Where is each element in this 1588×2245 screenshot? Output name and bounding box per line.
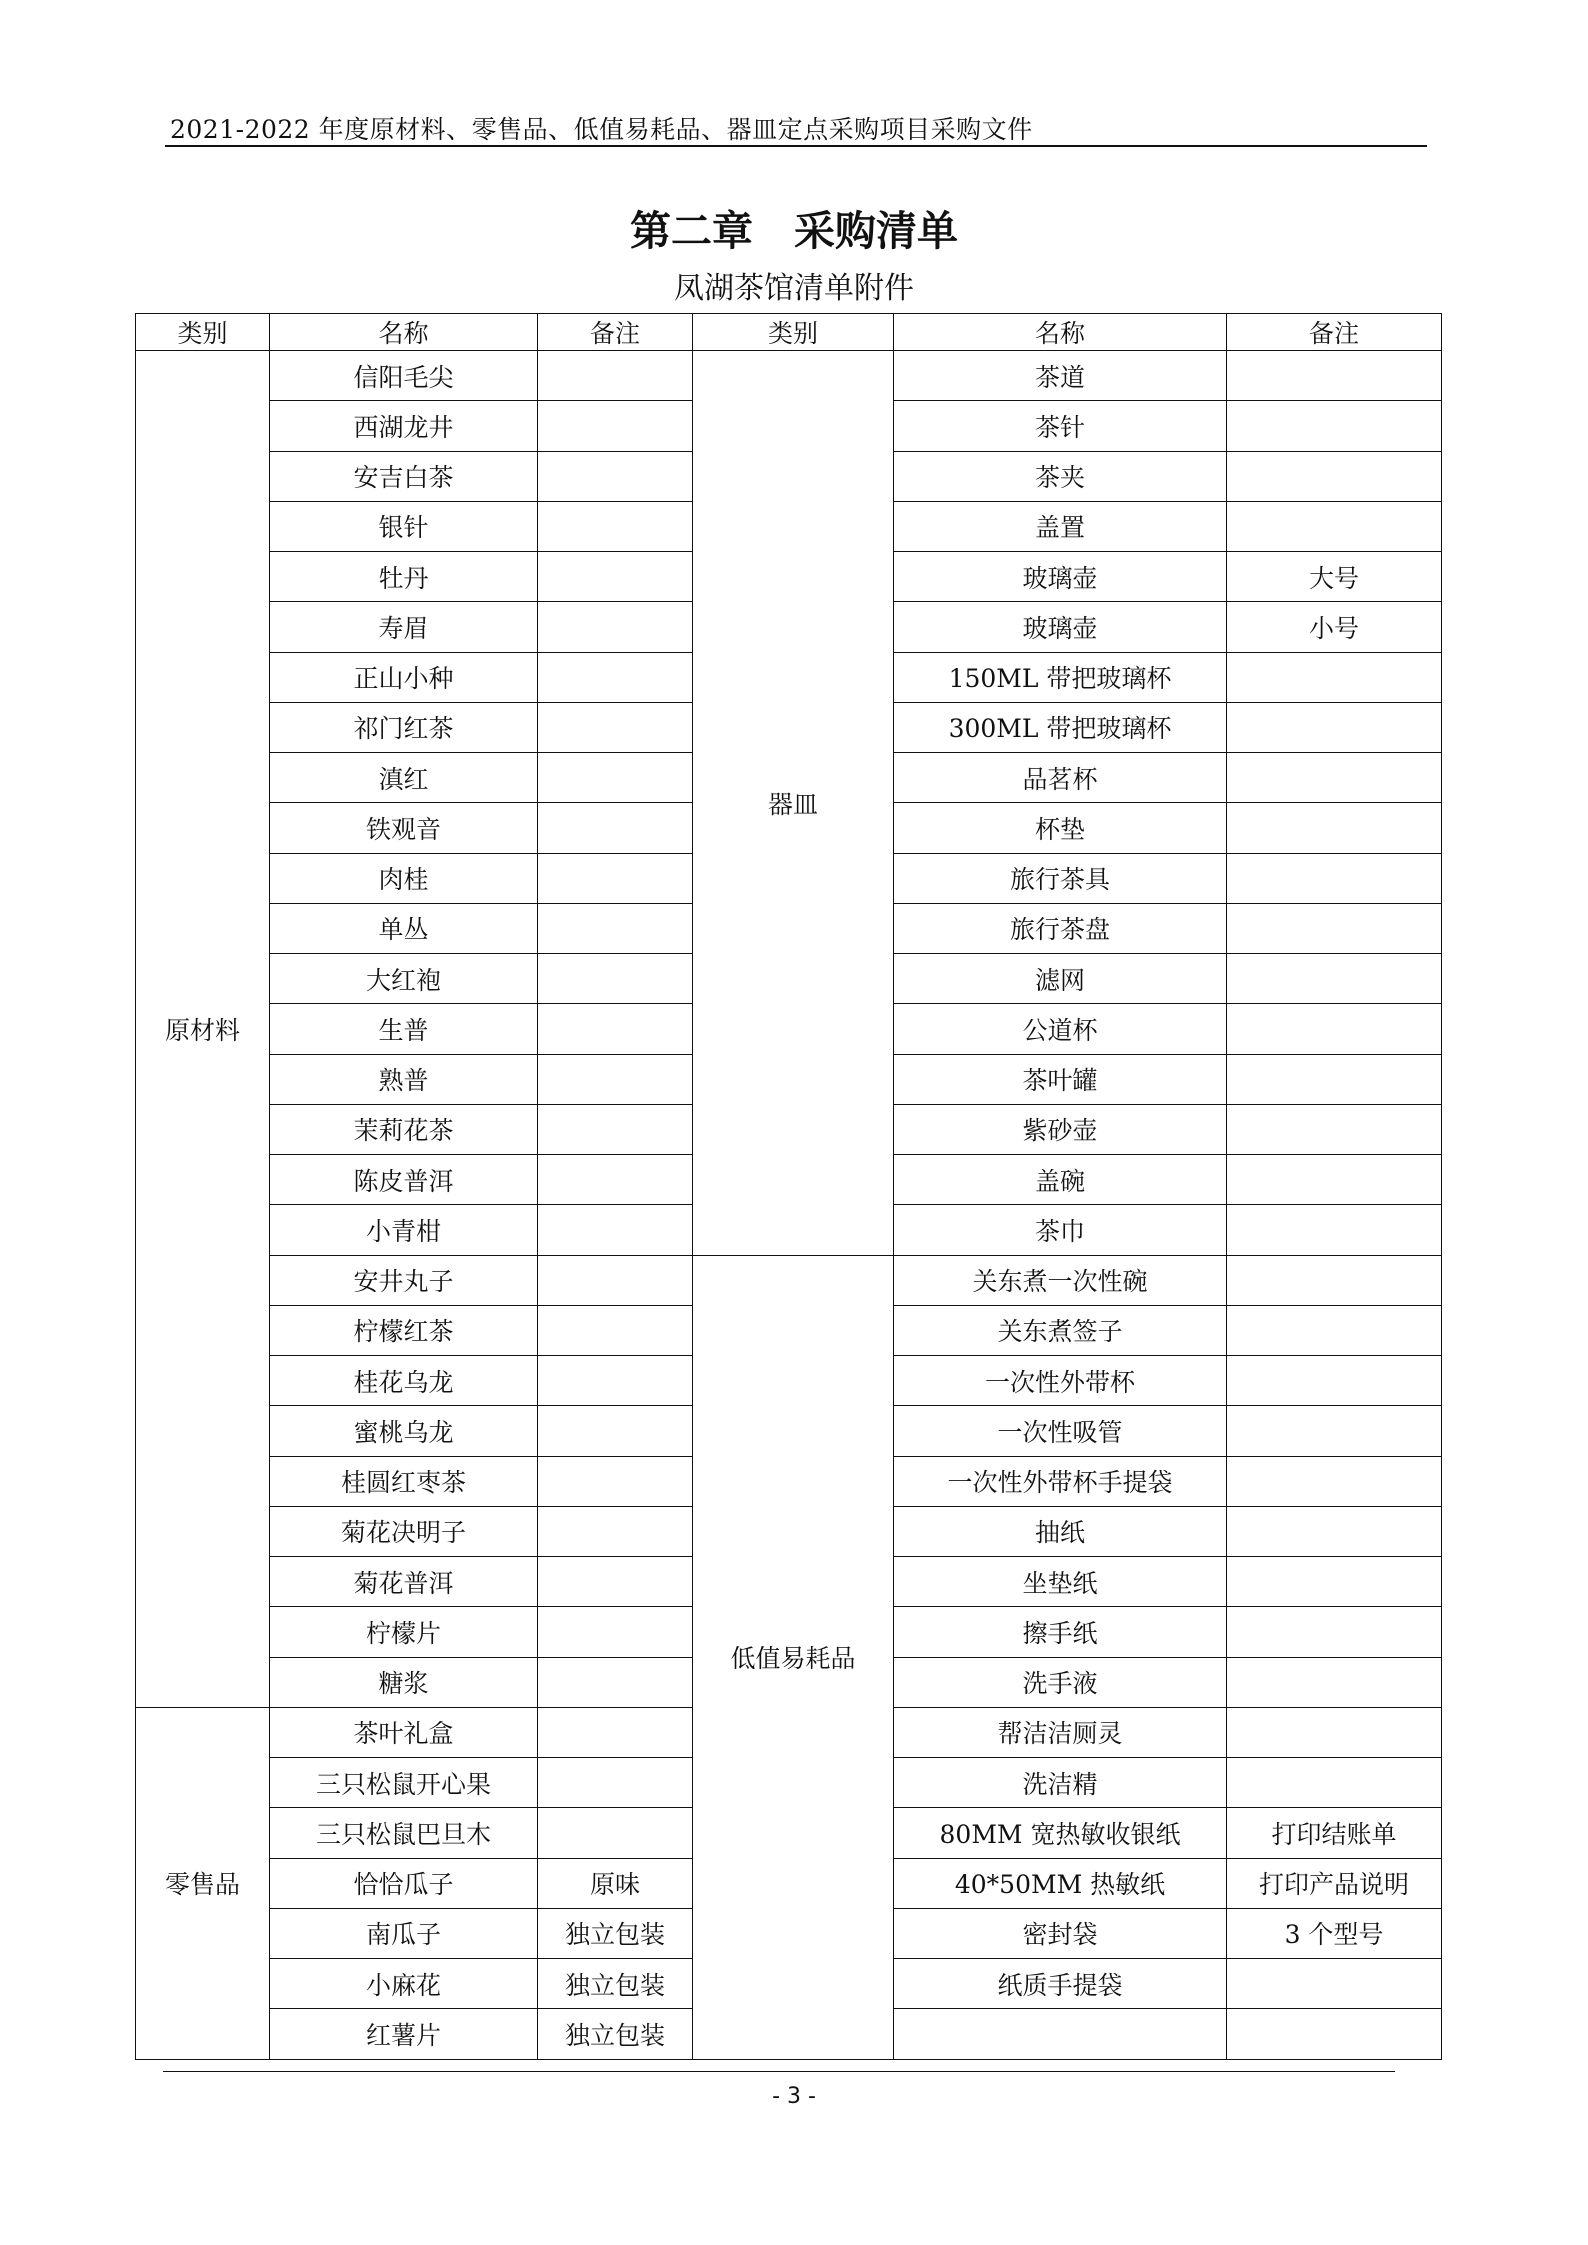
category-cell: 低值易耗品: [693, 1255, 894, 2060]
item-name-cell: 茶针: [894, 401, 1227, 451]
item-name-cell: 150ML 带把玻璃杯: [894, 652, 1227, 702]
item-name-cell: 茶夹: [894, 451, 1227, 501]
item-note-cell: 独立包装: [538, 2009, 693, 2060]
item-name-cell: 洗洁精: [894, 1758, 1227, 1808]
item-name-cell: 菊花决明子: [270, 1506, 538, 1556]
item-name-cell: 牡丹: [270, 552, 538, 602]
item-name-cell: 密封袋: [894, 1908, 1227, 1958]
table-row: [136, 1255, 1442, 1305]
item-note-cell: [1227, 1506, 1442, 1556]
item-note-cell: 原味: [538, 1858, 693, 1908]
item-name-cell: 旅行茶盘: [894, 903, 1227, 953]
item-name-cell: 公道杯: [894, 1004, 1227, 1054]
item-note-cell: 打印产品说明: [1227, 1858, 1442, 1908]
item-note-cell: [538, 552, 693, 602]
header-note: 备注: [1227, 314, 1442, 351]
item-note-cell: [538, 1657, 693, 1707]
item-note-cell: [1227, 803, 1442, 853]
item-note-cell: [538, 1155, 693, 1205]
item-name-cell: 信阳毛尖: [270, 351, 538, 401]
item-note-cell: [538, 451, 693, 501]
item-note-cell: [538, 1557, 693, 1607]
item-name-cell: 擦手纸: [894, 1607, 1227, 1657]
table-row: [136, 351, 1442, 401]
item-note-cell: [1227, 1305, 1442, 1355]
item-name-cell: 恰恰瓜子: [270, 1858, 538, 1908]
item-name-cell: 旅行茶具: [894, 853, 1227, 903]
item-note-cell: [538, 954, 693, 1004]
item-note-cell: [1227, 1155, 1442, 1205]
item-note-cell: [538, 1104, 693, 1154]
item-name-cell: 品茗杯: [894, 753, 1227, 803]
item-name-cell: 玻璃壶: [894, 602, 1227, 652]
category-cell: 原材料: [136, 351, 270, 1708]
category-cell: 器皿: [693, 351, 894, 1256]
item-note-cell: [1227, 1104, 1442, 1154]
item-note-cell: [538, 1758, 693, 1808]
item-note-cell: [538, 753, 693, 803]
item-name-cell: 一次性吸管: [894, 1406, 1227, 1456]
chapter-title: 第二章 采购清单: [630, 207, 958, 255]
item-name-cell: 小麻花: [270, 1959, 538, 2009]
item-note-cell: [1227, 753, 1442, 803]
item-note-cell: [1227, 1205, 1442, 1255]
item-name-cell: [894, 2009, 1227, 2060]
item-name-cell: 安井丸子: [270, 1255, 538, 1305]
item-name-cell: 西湖龙井: [270, 401, 538, 451]
item-name-cell: 三只松鼠开心果: [270, 1758, 538, 1808]
item-name-cell: 三只松鼠巴旦木: [270, 1808, 538, 1858]
item-note-cell: [1227, 1657, 1442, 1707]
item-note-cell: [538, 1054, 693, 1104]
item-note-cell: [1227, 1607, 1442, 1657]
header-category: 类别: [136, 314, 270, 351]
item-note-cell: [538, 1255, 693, 1305]
item-note-cell: 大号: [1227, 552, 1442, 602]
item-note-cell: [1227, 652, 1442, 702]
item-name-cell: 寿眉: [270, 602, 538, 652]
item-name-cell: 滇红: [270, 753, 538, 803]
item-name-cell: 杯垫: [894, 803, 1227, 853]
item-name-cell: 糖浆: [270, 1657, 538, 1707]
header-note: 备注: [538, 314, 693, 351]
item-name-cell: 坐垫纸: [894, 1557, 1227, 1607]
item-note-cell: [1227, 351, 1442, 401]
item-name-cell: 银针: [270, 501, 538, 551]
table-subtitle: 凤湖茶馆清单附件: [674, 271, 914, 306]
item-note-cell: [538, 1004, 693, 1054]
page-number: - 3 -: [772, 2084, 816, 2109]
item-name-cell: 帮洁洁厕灵: [894, 1707, 1227, 1757]
item-name-cell: 蜜桃乌龙: [270, 1406, 538, 1456]
item-name-cell: 关东煮一次性碗: [894, 1255, 1227, 1305]
item-name-cell: 盖置: [894, 501, 1227, 551]
item-note-cell: [1227, 451, 1442, 501]
item-name-cell: 安吉白茶: [270, 451, 538, 501]
item-name-cell: 铁观音: [270, 803, 538, 853]
item-note-cell: [1227, 1758, 1442, 1808]
item-note-cell: [1227, 702, 1442, 752]
item-note-cell: [1227, 1406, 1442, 1456]
item-name-cell: 熟普: [270, 1054, 538, 1104]
item-note-cell: [538, 1205, 693, 1255]
header-category: 类别: [693, 314, 894, 351]
item-name-cell: 桂花乌龙: [270, 1356, 538, 1406]
item-note-cell: [538, 1406, 693, 1456]
item-name-cell: 茉莉花茶: [270, 1104, 538, 1154]
item-note-cell: [1227, 401, 1442, 451]
item-note-cell: [1227, 1707, 1442, 1757]
item-name-cell: 菊花普洱: [270, 1557, 538, 1607]
header-rule: [165, 145, 1427, 147]
item-note-cell: [538, 1506, 693, 1556]
item-note-cell: [538, 1305, 693, 1355]
footer-rule: [163, 2071, 1395, 2072]
item-note-cell: [1227, 1557, 1442, 1607]
item-name-cell: 关东煮签子: [894, 1305, 1227, 1355]
item-name-cell: 红薯片: [270, 2009, 538, 2060]
item-note-cell: 小号: [1227, 602, 1442, 652]
document-header: 2021-2022 年度原材料、零售品、低值易耗品、器皿定点采购项目采购文件: [170, 115, 1033, 144]
item-name-cell: 40*50MM 热敏纸: [894, 1858, 1227, 1908]
header-name: 名称: [894, 314, 1227, 351]
item-name-cell: 大红袍: [270, 954, 538, 1004]
item-name-cell: 一次性外带杯: [894, 1356, 1227, 1406]
item-note-cell: [538, 1808, 693, 1858]
item-name-cell: 洗手液: [894, 1657, 1227, 1707]
item-name-cell: 陈皮普洱: [270, 1155, 538, 1205]
item-note-cell: [1227, 2009, 1442, 2060]
item-name-cell: 盖碗: [894, 1155, 1227, 1205]
item-note-cell: [1227, 1456, 1442, 1506]
item-name-cell: 茶叶礼盒: [270, 1707, 538, 1757]
item-name-cell: 一次性外带杯手提袋: [894, 1456, 1227, 1506]
item-name-cell: 滤网: [894, 954, 1227, 1004]
item-note-cell: [538, 602, 693, 652]
item-name-cell: 300ML 带把玻璃杯: [894, 702, 1227, 752]
item-name-cell: 单丛: [270, 903, 538, 953]
category-cell: 零售品: [136, 1707, 270, 2059]
item-name-cell: 桂圆红枣茶: [270, 1456, 538, 1506]
item-note-cell: 3 个型号: [1227, 1908, 1442, 1958]
item-note-cell: [538, 853, 693, 903]
item-note-cell: [538, 702, 693, 752]
item-name-cell: 抽纸: [894, 1506, 1227, 1556]
item-note-cell: [1227, 1959, 1442, 2009]
item-name-cell: 紫砂壶: [894, 1104, 1227, 1154]
item-name-cell: 正山小种: [270, 652, 538, 702]
item-note-cell: [538, 501, 693, 551]
item-note-cell: [538, 1607, 693, 1657]
item-name-cell: 祁门红茶: [270, 702, 538, 752]
item-note-cell: [538, 903, 693, 953]
item-name-cell: 茶道: [894, 351, 1227, 401]
item-note-cell: [1227, 1004, 1442, 1054]
item-note-cell: [1227, 501, 1442, 551]
item-name-cell: 小青柑: [270, 1205, 538, 1255]
item-note-cell: 独立包装: [538, 1908, 693, 1958]
procurement-table: [135, 313, 1442, 2060]
header-name: 名称: [270, 314, 538, 351]
table-body: [136, 351, 1442, 2060]
item-name-cell: 80MM 宽热敏收银纸: [894, 1808, 1227, 1858]
item-note-cell: [1227, 1356, 1442, 1406]
item-note-cell: [538, 351, 693, 401]
item-note-cell: 独立包装: [538, 1959, 693, 2009]
item-note-cell: [1227, 954, 1442, 1004]
item-note-cell: [538, 1707, 693, 1757]
item-note-cell: [1227, 853, 1442, 903]
item-note-cell: [538, 1456, 693, 1506]
item-note-cell: [538, 401, 693, 451]
item-note-cell: 打印结账单: [1227, 1808, 1442, 1858]
item-note-cell: [1227, 903, 1442, 953]
item-name-cell: 纸质手提袋: [894, 1959, 1227, 2009]
item-name-cell: 南瓜子: [270, 1908, 538, 1958]
item-note-cell: [1227, 1054, 1442, 1104]
item-name-cell: 茶巾: [894, 1205, 1227, 1255]
item-note-cell: [538, 1356, 693, 1406]
item-name-cell: 茶叶罐: [894, 1054, 1227, 1104]
table-header-row: [136, 314, 1442, 351]
item-name-cell: 生普: [270, 1004, 538, 1054]
item-name-cell: 肉桂: [270, 853, 538, 903]
item-note-cell: [1227, 1255, 1442, 1305]
item-name-cell: 玻璃壶: [894, 552, 1227, 602]
item-note-cell: [538, 652, 693, 702]
item-note-cell: [538, 803, 693, 853]
item-name-cell: 柠檬片: [270, 1607, 538, 1657]
item-name-cell: 柠檬红茶: [270, 1305, 538, 1355]
